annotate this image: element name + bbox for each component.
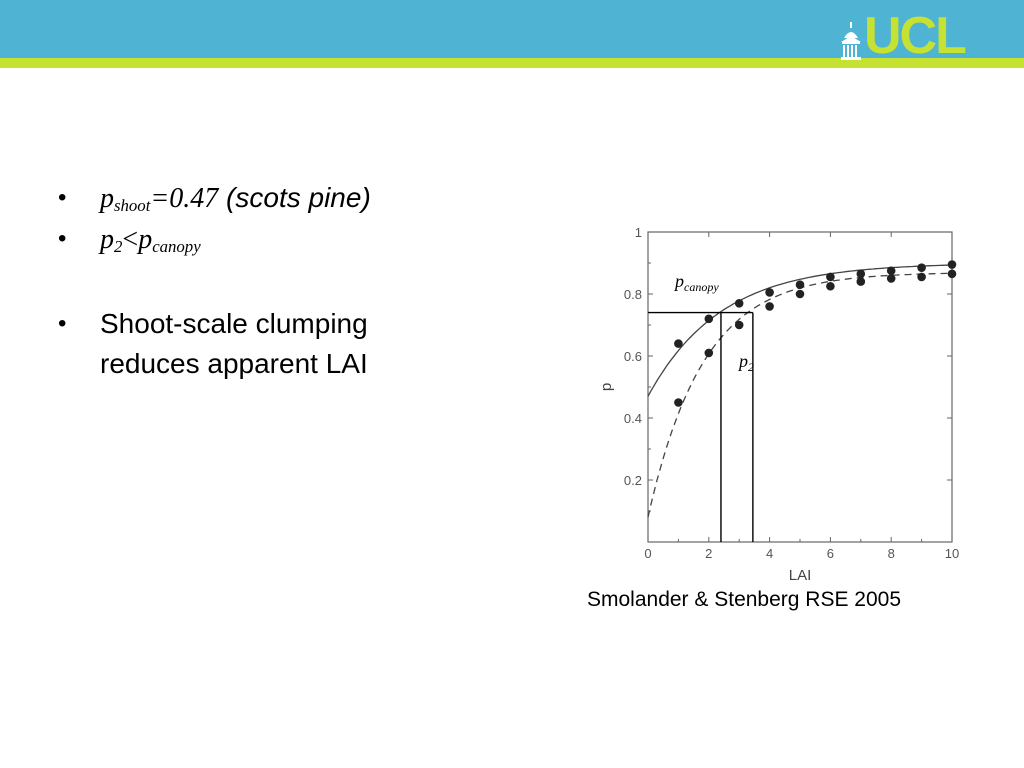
- data-point-series-1: [826, 273, 835, 282]
- x-tick-label: 6: [826, 546, 835, 561]
- data-point-series-1: [887, 266, 896, 275]
- data-point-series-2: [948, 270, 957, 279]
- data-point-series-1: [705, 315, 714, 324]
- less-than: <: [122, 224, 139, 255]
- guide-lines: [648, 313, 753, 542]
- bullet-list: [58, 178, 578, 384]
- bullet-p2-less-than-pcanopy: [58, 219, 578, 260]
- data-point-series-1: [948, 260, 957, 269]
- data-point-series-2: [674, 398, 683, 407]
- figure-caption: Smolander & Stenberg RSE 2005: [587, 588, 902, 611]
- value-equals: =0.47: [150, 183, 219, 214]
- plot-border: [648, 232, 952, 542]
- y-tick-label: 0.8: [623, 287, 642, 302]
- data-point-series-2: [857, 277, 866, 286]
- data-point-series-2: [735, 321, 744, 330]
- x-tick-label: 10: [944, 546, 960, 561]
- bullet-dot: •: [58, 184, 67, 211]
- data-point-series-2: [796, 290, 805, 299]
- symbol-p: p: [100, 224, 114, 255]
- bullet-dot: •: [58, 310, 67, 337]
- bullet-p-shoot: [58, 178, 578, 219]
- y-tick-label: 1: [634, 225, 642, 240]
- data-point-series-2: [917, 273, 926, 282]
- data-point-series-1: [735, 299, 744, 308]
- data-point-series-2: [765, 302, 774, 311]
- species-note: (scots pine): [218, 182, 371, 213]
- logo-wordmark: UCL: [864, 7, 965, 65]
- bullet-text-line1: Shoot-scale clumping: [100, 308, 368, 339]
- data-point-series-2: [705, 349, 714, 358]
- x-tick-label: 4: [765, 546, 774, 561]
- data-point-series-2: [887, 274, 896, 283]
- series-curve-dashed: [648, 273, 952, 517]
- subscript-shoot: shoot: [114, 196, 151, 216]
- x-tick-label: 2: [705, 546, 713, 561]
- annotation-p-canopy: $p_{canopy}$: [675, 271, 719, 294]
- portico-icon: [840, 22, 862, 62]
- subscript-canopy: canopy: [152, 237, 201, 257]
- y-tick-label: 0.6: [623, 349, 642, 364]
- data-point-series-1: [765, 288, 774, 297]
- annotation-p2: $p_2$: [739, 351, 754, 374]
- data-point-series-1: [796, 280, 805, 289]
- subscript-2: 2: [114, 237, 123, 257]
- bullet-shoot-clumping: [58, 304, 578, 384]
- y-tick-label: 0.2: [623, 473, 642, 488]
- plot-frame: [648, 232, 952, 542]
- x-tick-label: 8: [887, 546, 895, 561]
- y-axis-label: p: [598, 382, 615, 392]
- data-point-series-2: [826, 282, 835, 291]
- bullet-dot: •: [58, 225, 67, 252]
- ucl-logo: [840, 7, 965, 65]
- x-axis-label: LAI: [788, 567, 812, 584]
- data-point-series-1: [917, 263, 926, 272]
- bullet-text-line2: reduces apparent LAI: [100, 348, 368, 379]
- series-curves: [648, 265, 952, 517]
- chart: [585, 215, 980, 585]
- data-point-series-1: [857, 270, 866, 279]
- y-tick-label: 0.4: [623, 411, 642, 426]
- x-tick-label: 0: [644, 546, 652, 561]
- data-point-series-1: [674, 339, 683, 348]
- symbol-p: p: [100, 183, 114, 214]
- symbol-p: p: [138, 224, 153, 255]
